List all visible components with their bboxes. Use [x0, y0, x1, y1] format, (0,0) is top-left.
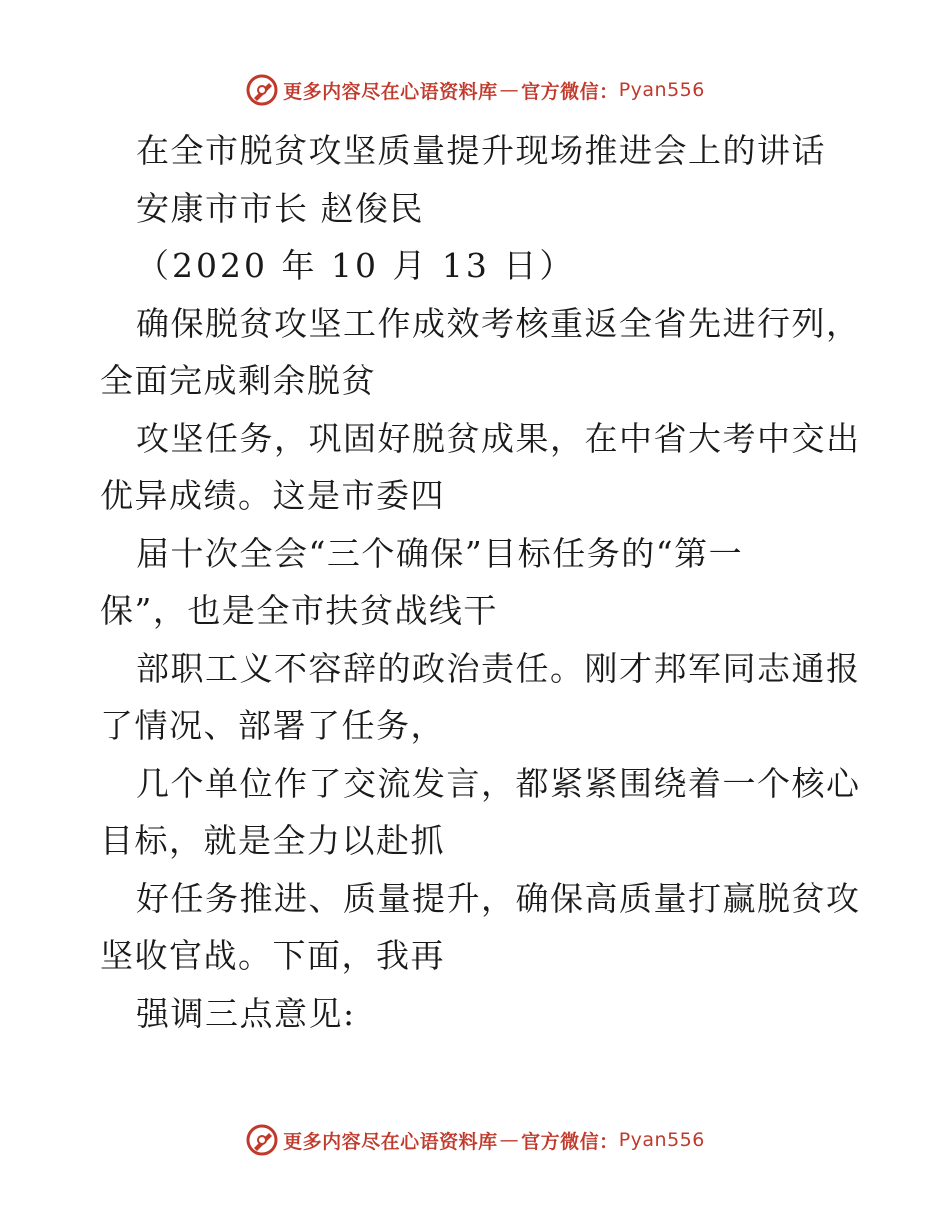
footer-watermark [0, 1122, 950, 1158]
paragraph-line: 确保脱贫攻坚工作成效考核重返全省先进行列， [136, 303, 861, 343]
paragraph-line: 坚收官战。下面，我再 [100, 936, 445, 975]
document-author: 安康市市长 赵俊民 [136, 188, 424, 228]
paragraph-line: 届十次全会“三个确保”目标任务的“第一 [136, 533, 744, 573]
paragraph-line: 几个单位作了交流发言，都紧紧围绕着一个核心 [136, 763, 861, 803]
pen-seal-icon [245, 1123, 279, 1157]
paragraph-line: 好任务推进、质量提升，确保高质量打赢脱贫攻 [136, 878, 861, 918]
header-watermark [0, 72, 950, 108]
watermark-handle: Pyan556 [618, 79, 705, 101]
paragraph-line: 目标，就是全力以赴抓 [100, 821, 445, 860]
document-title: 在全市脱贫攻坚质量提升现场推进会上的讲话 [136, 131, 826, 170]
paragraph-line: 保”，也是全市扶贫战线干 [100, 591, 498, 630]
document-date: （2020 年 10 月 13 日） [136, 246, 576, 285]
pen-seal-icon [245, 73, 279, 107]
paragraph-line: 攻坚任务，巩固好脱贫成果，在中省大考中交出 [136, 418, 861, 458]
paragraph-line: 全面完成剩余脱贫 [100, 361, 376, 400]
watermark-handle: Pyan556 [618, 1129, 705, 1151]
watermark-main-text: 更多内容尽在心语资料库 [283, 80, 498, 103]
paragraph-line: 优异成绩。这是市委四 [100, 476, 445, 515]
paragraph-line: 部职工义不容辞的政治责任。刚才邦军同志通报 [136, 648, 861, 688]
watermark-dash: — [499, 1129, 520, 1151]
watermark-suffix: 官方微信： [521, 1130, 619, 1153]
paragraph-line: 了情况、部署了任务， [100, 706, 445, 745]
document-body [100, 122, 860, 1042]
watermark-main-text: 更多内容尽在心语资料库 [283, 1130, 498, 1153]
watermark-suffix: 官方微信： [521, 80, 619, 103]
watermark-dash: — [499, 79, 520, 101]
paragraph-line: 强调三点意见: [136, 993, 356, 1033]
